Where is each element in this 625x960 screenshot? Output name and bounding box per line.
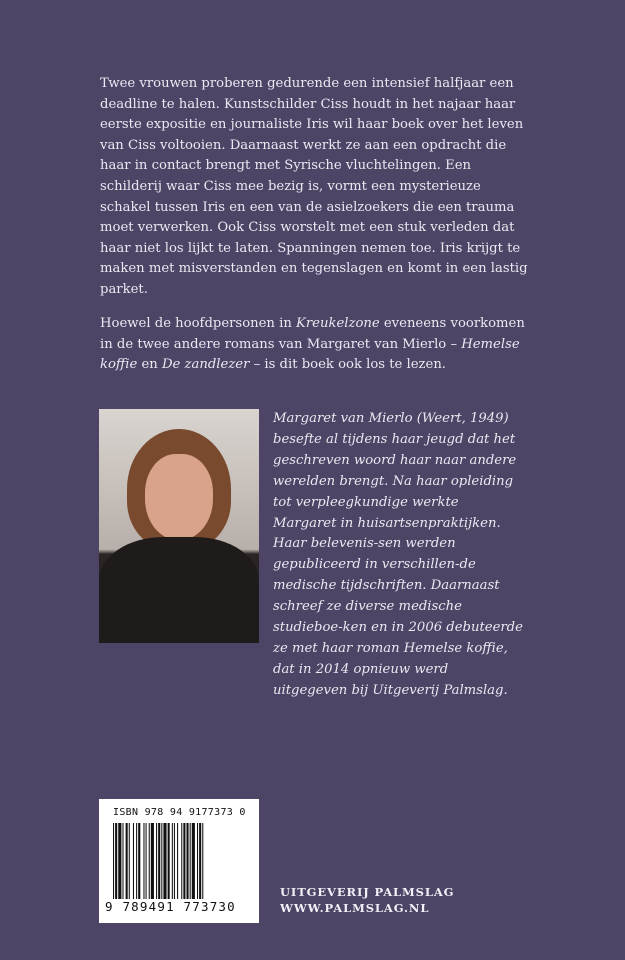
book-title-kreukelzone: Kreukelzone (296, 316, 380, 331)
blurb-paragraph-2 (100, 314, 530, 376)
author-photo-face (145, 454, 213, 540)
ean-number: 9 789491 773730 (105, 899, 236, 914)
blurb-p2-text-3: en (137, 357, 162, 373)
book-title-de-zandlezer: De zandlezer (161, 357, 250, 373)
isbn-label: ISBN 978 94 9177373 0 (113, 807, 246, 818)
author-photo-jacket (99, 537, 259, 643)
blurb-paragraph-1: Twee vrouwen proberen gedurende een intensief halfjaar een deadline te halen. Kunstschilder Ciss houdt in het najaar haar eerste expositie en journaliste Iris wil haar boek over het leven van Ciss voltooien. Daarnaast werkt ze aan een opdracht die haar in contact brengt met Syrische vluchtelingen. Een schilderij waar Ciss mee bezig is, vormt een mysterieuze schakel tussen Iris en een van de asielzoekers die een trauma moet verwerken. Ook Ciss worstelt met een stuk verleden dat haar niet los lijkt te laten. Spanningen nemen toe. Iris krijgt te maken met misverstanden en tegenslagen en komt in een lastig parket. (100, 76, 528, 297)
barcode-box (99, 799, 259, 923)
publisher-name: UITGEVERIJ PALMSLAG (280, 885, 455, 899)
author-photo (99, 409, 259, 643)
publisher-block (280, 884, 454, 916)
blurb-p2-text-4: – is dit boek ook los te lezen. (249, 357, 446, 373)
blurb-p2-text-2: eveneens voorkomen in de twee andere romans van Margaret van Mierlo – (100, 316, 525, 352)
publisher-website[interactable]: WWW.PALMSLAG.NL (280, 901, 430, 915)
blurb-p2-text-1: Hoewel de hoofdpersonen in (100, 316, 297, 331)
book-title-hemelse-koffie: Hemelse koffie (100, 336, 520, 373)
author-bio: Margaret van Mierlo (Weert, 1949) besefte al tijdens haar jeugd dat het geschreven woord haar naar andere werelden brengt. Na haar opleiding tot verpleegkundige werkte Margaret in huisartsenpraktijken. Haar belevenis-sen werden gepubliceerd in verschillen-de medische tijdschriften. Daarnaast schreef ze diverse medische studieboe-ken en in 2006 debuteerde ze met haar roman Hemelse koffie, dat in 2014 opnieuw werd uitgegeven bij Uitgeverij Palmslag. (273, 411, 523, 698)
barcode-bars (113, 823, 245, 899)
